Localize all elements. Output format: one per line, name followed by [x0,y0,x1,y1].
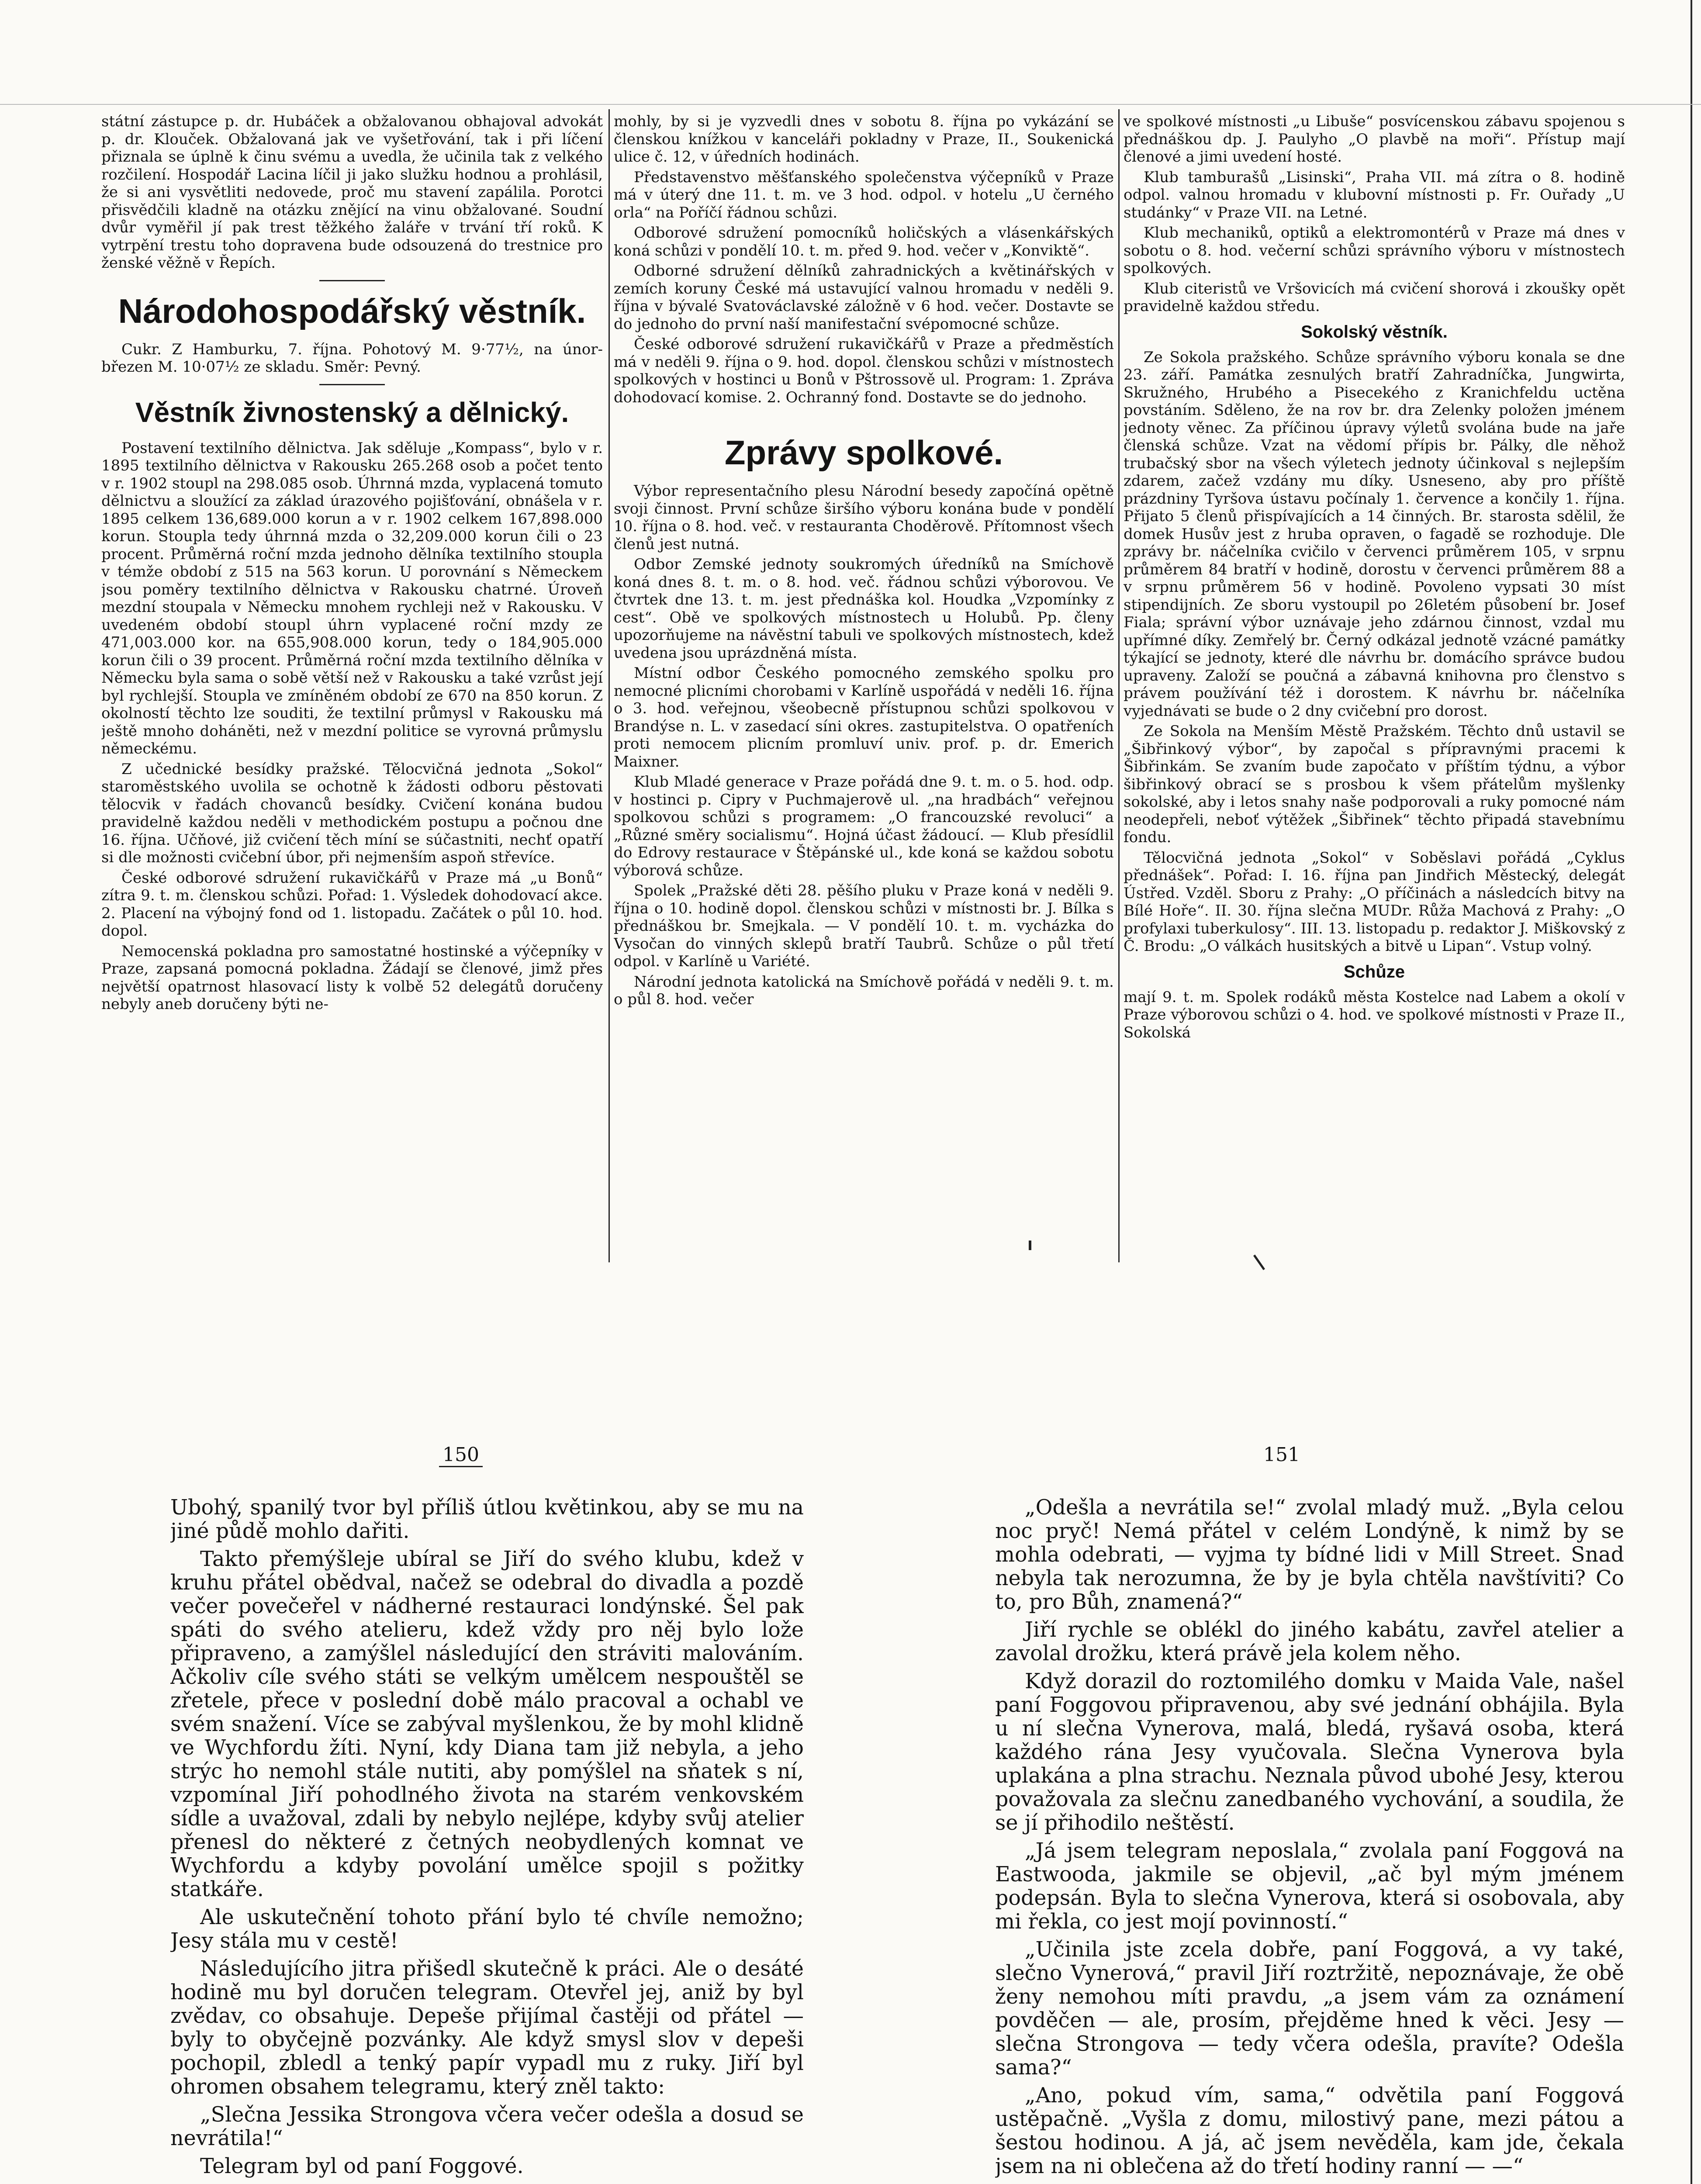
column-separator [608,109,610,1262]
article-text: Národní jednota katolická na Smíchově pořádá v neděli 9. t. m. o půl 8. hod. večer [614,973,1114,1008]
novel-page-left [170,1496,804,2184]
article-text: Místní odbor Českého pomocného zemského spolku pro nemocné plicními chorobami v Karlíně uspořádá v neděli 16. října o 3. hod. veřejnou, všeobecně přístupnou schůzi spolkovou v Brandýse n. L. v zasedací síni okres. zastupitelstva. O opatřeních proti nemocem plicním promluví univ. prof. p. dr. Emerich Maixner. [614,664,1114,771]
print-speck [1029,1241,1031,1250]
novel-paragraph: „Já jsem telegram neposlala,“ zvolala paní Foggová na Eastwooda, jakmile se objevil, „ač byl mým jménem podepsán. Byla to slečna Vynerova, která si osobovala, aby mi řekla, co jest mojí povinností.“ [995,1839,1624,1934]
article-text: Klub mechaniků, optiků a elektromontérů v Praze má dnes v sobotu o 8. hod. večerní schůzi správního výboru v místnostech spolkových. [1124,224,1625,277]
novel-paragraph: „Slečna Jessika Strongova včera večer odešla a dosud se nevrátila!“ [170,2103,804,2150]
article-text: Výbor representačního plesu Národní besedy započíná opětně svoji činnost. První schůze širšího výboru konána bude v pondělí 10. října o 8. hod. več. v restauranta Choděrově. Přítomnost všech členů jest nutná. [614,482,1114,553]
article-text: Nemocenská pokladna pro samostatné hostinské a výčepníky v Praze, zapsaná pomocná pokladna. Žádají se členové, jimž přes největší opatrnost hlasovací listy k volbě 52 delegátů doručeny nebyly aneb doručeny býti ne- [101,942,603,1013]
page-number-right: 151 [1263,1444,1300,1466]
article-text: Odborné sdružení dělníků zahradnických a květinářských v zemích koruny České má ustavující valnou hromadu v neděli 9. října v bývalé Svatováclavské záložně v 6 hod. večer. Dostavte se do jednoho do první naší manifestační svépomocné schůze. [614,262,1114,333]
article-text: Odbor Zemské jednoty soukromých úředníků na Smíchově koná dnes 8. t. m. o 8. hod. več. řádnou schůzi výborovou. Ve čtvrtek dne 13. t. m. jest přednáška kol. Houdka „Vzpomínky z cest“. Obě ve spolkových místnostech u Holubů. Pp. členy upozorňujeme na návěstní tabuli ve spolkových místnostech, kdež uvedena jsou uprázdněná místa. [614,556,1114,662]
novel-paragraph: „Učinila jste zcela dobře, paní Foggová, a vy také, slečno Vynerová,“ pravil Jiří roztržitě, nepoznávaje, že obě ženy nemohou míti pravdu, „a jsem vám za oznámení povděčen — ale, prosím, přejděme hned k věci. Jesy — slečna Strongova — tedy včera odešla, pravíte? Odešla sama?“ [995,1938,1624,2080]
section-heading: Věstník živnostenský a dělnický. [135,396,569,428]
article-text: mohly, by si je vyzvedli dnes v sobotu 8. října po vykázání se členskou knížkou v kanceláři pokladny v Praze, II., Soukenická ulice č. 12, v úředních hodinách. [614,113,1114,166]
article-text: Představenstvo měšťanského společenstva výčepníků v Praze má v úterý dne 11. t. m. ve 3 hod. odpol. v hotelu „U černého orla“ na Poříčí řádnou schůzi. [614,168,1114,221]
divider [319,384,385,385]
novel-paragraph: Ubohý, spanilý tvor byl příliš útlou květinkou, aby se mu na jiné půdě mohlo dařiti. [170,1496,804,1543]
newspaper-column-2 [614,113,1114,1270]
section-heading: Zprávy spolkové. [724,433,1003,472]
article-text: Klub tamburašů „Lisinski“, Praha VII. má zítra o 8. hodině odpol. valnou hromadu v klubovní místnosti p. Fr. Ouřady „U studánky“ v Praze VII. na Letné. [1124,168,1625,221]
novel-paragraph: Takto přemýšleje ubíral se Jiří do svého klubu, kdež v kruhu přátel obědval, načež se odebral do divadla a pozdě večer povečeřel v nádherné restauraci londýnské. Šel pak spáti do svého atelieru, kdež vždy pro něj bylo lože připraveno, a zamýšlel následující den stráviti malováním. Ačkoliv cíle svého státi se velkým umělcem nespouštěl se zřetele, přece v poslední době málo pracoval a ochabl ve svém snažení. Více se zabýval myšlenkou, že by mohl klidně ve Wychfordu žíti. Nyní, kdy Diana tam již nebyla, a jeho strýc ho nemohl stále nutiti, aby pomýšlel na sňatek s ní, vzpomínal Jiří pohodlného života na starém venkovském sídle a uvažoval, zdali by nebylo nejlépe, kdyby svůj atelier přenesl do některé z četných neobydlených komnat ve Wychfordu a kdyby povolání umělce spojil s požitky statkáře. [170,1547,804,1901]
article-text: Odborové sdružení pomocníků holičských a vlásenkářských koná schůzi v pondělí 10. t. m. před 9. hod. večer v „Konviktě“. [614,224,1114,259]
novel-paragraph: „Odešla a nevrátila se!“ zvolal mladý muž. „Byla celou noc pryč! Nemá přátel v celém Londýně, k nimž by se mohla odebrati, — vyjma ty bídné lidi v Mill Street. Snad nebyla tak nerozumna, že by je byla chtěla navštíviti? Co to, pro Bůh, znamená?“ [995,1496,1624,1614]
page-number-left: 150 [439,1444,483,1467]
section-heading: Schůze [1343,962,1405,981]
article-text: České odborové sdružení rukavičkářů v Praze a předměstích má v neděli 9. října o 9. hod. dopol. členskou schůzi v místnostech spolkových v hostinci u Bonů v Pštrossově ul. Program: 1. Zpráva dohodovací komise. 2. Ochranný fond. Dostavte se do jednoho. [614,335,1114,406]
section-heading: Sokolský věstník. [1301,322,1448,342]
novel-paragraph: Telegram byl od paní Foggové. [200,2154,524,2178]
divider [319,280,385,281]
newspaper-column-1 [101,113,603,1270]
article-text: státní zástupce p. dr. Hubáček a obžalovanou obhajoval advokát p. dr. Klouček. Obžalovaná jak ve vyšetřování, tak i při líčení přiznala se úplně k činu svému a uvedla, že učinila tak z velkého rozčilení. Hospodář Lacina líčil ji jako služku hodnou a prohlásil, že si ani vysvětliti nedovede, proč mu stavení zapálila. Porotci přisvědčili kladně na otázku znějící na vinu obžalované. Soudní dvůr vyměřil jí pak trest těžkého žaláře v trvání tří roků. K vytrpění trestu toho dopravena bude odsouzená do trestnice pro ženské věžně v Řepích. [101,113,603,272]
novel-paragraph: Ale uskutečnění tohoto přání bylo té chvíle nemožno; Jesy stála mu v cestě! [170,1905,804,1953]
article-text: ve spolkové místnosti „u Libuše“ posvícenskou zábavu spojenou s přednáškou dp. J. Paulyho „O plavbě na moři“. Přístup mají členové a jimi uvedení hosté. [1124,113,1625,166]
article-text: Cukr. Z Hamburku, 7. října. Pohotový M. 9·77½, na únor-březen M. 10·07½ ze skladu. Směr: Pevný. [101,340,603,376]
column-separator [1118,109,1120,1262]
page-edge-line [1691,0,1692,2184]
newspaper-column-3 [1124,113,1625,1270]
article-text: Spolek „Pražské děti 28. pěšího pluku v Praze koná v neděli 9. října o 10. hodině dopol. členskou schůzi v místnosti br. J. Bílka s přednáškou br. Smejkala. — V pondělí 10. t. m. vycházka do Vysočan do vinných sklepů bratří Taubrů. Schůze o půl třetí odpol. v Karlíně u Variété. [614,882,1114,970]
page-top-line [0,104,1701,105]
novel-paragraph: Následujícího jitra přišedl skutečně k práci. Ale o desáté hodině mu byl doručen telegram. Otevřel jej, aniž by byl zvědav, co obsahuje. Depeše přijímal častěji od přátel — byly to obyčejně pozvánky. Ale když smysl slov v depeši pochopil, zbledl a tenký papír vypadl mu z ruky. Jiří byl ohromen obsahem telegramu, který zněl takto: [170,1957,804,2099]
article-text: mají 9. t. m. Spolek rodáků města Kostelce nad Labem a okolí v Praze výborovou schůzi o 4. hod. ve spolkové místnosti v Praze II., Sokolská [1124,988,1625,1041]
article-text: Postavení textilního dělnictva. Jak sděluje „Kompass“, bylo v r. 1895 textilního dělnictva v Rakousku 265.268 osob a počet tento v r. 1902 stoupl na 298.085 osob. Úhrnná mzda, vyplacená tomuto dělnictvu a sloužící za základ úrazového pojišťování, obnášela v r. 1895 celkem 136,689.000 korun a v r. 1902 celkem 167,898.000 korun. Stoupla tedy úhrnná mzda o 32,209.000 korun čili o 23 procent. Průměrná roční mzda jednoho dělníka textilního stoupla v témže období z 515 na 563 korun. U porovnání s Německem jsou poměry textilního dělnictva v Rakousku chatrné. Úroveň mezdní stoupala v Německu mnohem rychleji než v Rakousku. V uvedeném období stoupl úhrn vyplacené roční mzdy ze 471,003.000 kor. na 655,908.000 korun, tedy o 184,905.000 korun čili o 39 procent. Průměrná roční mzda textilního dělníka v Německu byla sama o sobě větší než v Rakousku a také vzrůst její byl rychlejší. Stoupla ve zmíněném období ze 670 na 850 korun. Z okolností těchto lze souditi, že textilní průmysl v Rakousku má ještě mnoho doháněti, než v mezdní politice se vyrovná průmyslu německému. [101,439,603,757]
article-text: Klub citeristů ve Vršovicích má cvičení shorová i zkoušky opět pravidelně každou středu. [1124,280,1625,315]
novel-page-right [995,1496,1624,2184]
article-text: České odborové sdružení rukavičkářů v Praze má „u Bonů“ zítra 9. t. m. členskou schůzi. Pořad: 1. Výsledek dohodovací akce. 2. Placení na výbojný fond od 1. listopadu. Začátek o půl 10. hod. dopol. [101,869,603,940]
novel-paragraph: Když dorazil do roztomilého domku v Maida Vale, našel paní Foggovou připravenou, aby své jednání obhájila. Byla u ní slečna Vynerova, malá, bledá, ryšavá osoba, která každého rána Jesy vyučovala. Slečna Vynerova byla uplakána a plna strachu. Neznala původ ubohé Jesy, kterou považovala za slečnu zanedbaného vychování, a soudila, že se jí přihodilo neštěstí. [995,1669,1624,1835]
article-text: Tělocvičná jednota „Sokol“ v Soběslavi pořádá „Cyklus přednášek“. Pořad: I. 16. října pan Jindřich Městecký, delegát Ústřed. Vzděl. Sboru z Prahy: „O příčinách a následcích bitvy na Bílé Hoře“. II. 30. října slečna MUDr. Růža Machová z Prahy: „O profylaxi tuberkulosy“. III. 13. listopadu p. redaktor J. Miškovský z Č. Brodu: „O válkách husitských a bitvě u Lipan“. Vstup volný. [1124,849,1625,955]
article-text: Ze Sokola na Menším Městě Pražském. Těchto dnů ustavil se „Šibřinkový výbor“, by započal s přípravnými pracemi k Šibřinkám. Se zvaním bude započato v příštím týdnu, a výbor šibřinkový obrací se s prosbou k všem přátelům myšlenky sokolské, aby i letos snahy naše podporovali a ruky pomocné nám neodepřeli, neboť výtěžek „Šibřinek“ těchto připadá stavebnímu fondu. [1124,722,1625,846]
article-text: Ze Sokola pražského. Schůze správního výboru konala se dne 23. září. Památka zesnulých bratří Zahradníčka, Jungwirta, Skružného, Hrubého a Pisecekého z Kranichfeldu uctěna povstáním. Sděleno, že na rov br. dra Zelenky položen jménem jednoty věnec. Za příčinou úpravy výletů svolána bude na jaře členská schůze. Vzat na vědomí přípis br. Pálky, dle něhož trubačský sbor na všech výletech jednoty účinkoval s nejlepším zdarem, začež vzdány mu díky. Usneseno, aby pro příště prázdniny Tyršova ústavu počínaly 1. července a končily 1. října. Přijato 5 členů přispívajících a 14 činných. Br. starosta sdělil, že domek Husův jest z hruba opraven, o fagadě se rozhoduje. Dle zprávy br. náčelníka cvičilo v červenci průměrem 105, v srpnu průměrem 84 bratří v hodině, dorostu v červenci průměrem 88 a v srpnu průměrem 56 v hodině. Povoleno vypsati 30 míst stipendijních. Ze sboru vystoupil po 26letém působení br. Josef Fiala; správní výbor uznávaje jeho zdárnou činnost, vzdal mu upřímné díky. Zemřelý br. Černý odkázal jednotě vzácné památky týkající se jednoty, které dle návrhu br. domácího správce budou upraveny. Založí se poučná a zábavná knihovna pro členstvo s právem používání též i dorostem. K návrhu br. náčelníka vyjednávati se bude o 2 dny cvičební pro dorost. [1124,348,1625,720]
article-text: Z učednické besídky pražské. Tělocvičná jednota „Sokol“ staroměstského uvolila se ochotně k žádosti odboru pěstovati tělocvik v řadách chovanců besídky. Cvičení konána budou pravidelně každou neděli v methodickém postupu a počnou dne 16. října. Učňové, již cvičení těch míní se súčastniti, nechť opatří si dle možnosti cvičební úbor, při nejmenším aspoň střevíce. [101,760,603,866]
article-text: Klub Mladé generace v Praze pořádá dne 9. t. m. o 5. hod. odp. v hostinci p. Cipry v Puchmajerově ul. „na hradbách“ veřejnou spolkovou schůzi s programem: „O francouzské revoluci“ a „Různé směry socialismu“. Hojná účast žádoucí. — Klub přesídlil do Edrovy restaurace v Štěpánské ul., kde koná se každou sobotu výborová schůze. [614,773,1114,879]
novel-paragraph: Jiří rychle se oblékl do jiného kabátu, zavřel atelier a zavolal drožku, která právě jela kolem něho. [995,1618,1624,1666]
novel-paragraph: „Ano, pokud vím, sama,“ odvětila paní Foggová ustěpačně. „Vyšla z domu, milostivý pane, mezi pátou a šestou hodinou. A já, ač jsem nevěděla, kam jde, čekala jsem na ni oblečena až do třetí hodiny ranní — —“ [995,2084,1624,2178]
section-heading: Národohospodářský věstník. [118,291,586,330]
